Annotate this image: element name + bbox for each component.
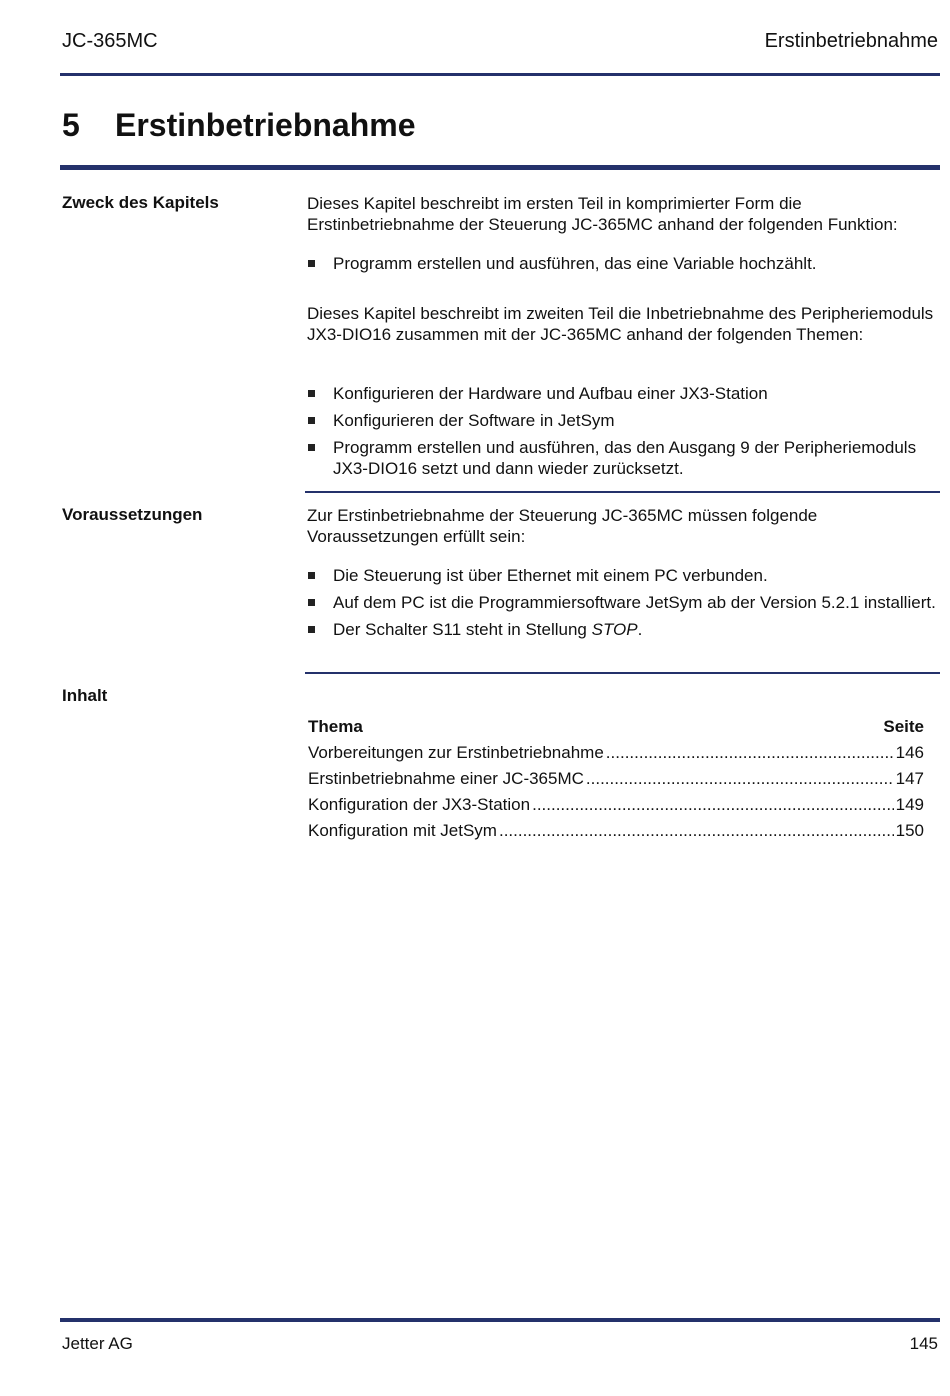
purpose-paragraph-2: Dieses Kapitel beschreibt im zweiten Teil die Inbetriebnahme des Peripheriemoduls JX3-DIO16 zusammen mit der JC-365MC anhand der folgenden Themen: (307, 304, 934, 344)
chapter-rule (60, 165, 940, 170)
bullet-square-icon (308, 572, 315, 579)
section-divider (305, 491, 940, 493)
header-product: JC-365MC (62, 30, 158, 52)
bullet-square-icon (308, 390, 315, 397)
purpose-bullet-list-1 (307, 253, 942, 274)
list-item: Die Steuerung ist über Ethernet mit einem PC verbunden. (307, 565, 942, 586)
toc-row[interactable] (308, 818, 924, 844)
requirements-paragraph: Zur Erstinbetriebnahme der Steuerung JC-365MC müssen folgende Voraussetzungen erfüllt sein: (307, 506, 818, 546)
toc-topic[interactable]: Erstinbetriebnahme einer JC-365MC (308, 769, 584, 788)
bullet-square-icon (308, 626, 315, 633)
list-item: Programm erstellen und ausführen, das den Ausgang 9 der Peripheriemoduls JX3-DIO16 setzt und dann wieder zurücksetzt. (307, 437, 942, 479)
requirements-bullet-list (307, 565, 942, 640)
bullet-square-icon (308, 444, 315, 451)
toc-leader-dots (586, 766, 894, 792)
switch-position-stop: STOP (591, 620, 638, 639)
footer-rule (60, 1318, 940, 1322)
purpose-label: Zweck des Kapitels (62, 193, 219, 212)
header-rule (60, 73, 940, 76)
contents-label: Inhalt (62, 686, 108, 705)
chapter-title-text: Erstinbetriebnahme (115, 107, 416, 143)
toc-topic[interactable]: Konfiguration mit JetSym (308, 821, 497, 840)
list-item: Konfigurieren der Hardware und Aufbau einer JX3-Station (307, 383, 942, 404)
footer-page-number: 145 (909, 1334, 938, 1353)
list-item: Programm erstellen und ausführen, das eine Variable hochzählt. (307, 253, 942, 274)
toc-topic[interactable]: Vorbereitungen zur Erstinbetriebnahme (308, 743, 604, 762)
bullet-square-icon (308, 260, 315, 267)
toc-header-page: Seite (883, 717, 924, 736)
toc-page: 150 (895, 821, 924, 840)
bullet-square-icon (308, 417, 315, 424)
toc-header-topic: Thema (308, 717, 363, 736)
list-item: Auf dem PC ist die Programmiersoftware JetSym ab der Version 5.2.1 installiert. (307, 592, 942, 613)
requirements-label: Voraussetzungen (62, 505, 203, 524)
purpose-paragraph-1: Dieses Kapitel beschreibt im ersten Teil in komprimierter Form die Erstinbetriebnahme der Steuerung JC-365MC anhand der folgenden Funktion: (307, 194, 898, 234)
toc-leader-dots (606, 740, 894, 766)
purpose-bullet-list-2 (307, 383, 942, 479)
header-chapter-name: Erstinbetriebnahme (764, 30, 938, 52)
toc-page: 147 (895, 769, 924, 788)
toc-page: 146 (895, 743, 924, 762)
toc-leader-dots (499, 818, 894, 844)
list-item: Konfigurieren der Software in JetSym (307, 410, 942, 431)
toc-row[interactable] (308, 766, 924, 792)
toc-row[interactable] (308, 740, 924, 766)
toc-row[interactable] (308, 792, 924, 818)
list-item: Der Schalter S11 steht in Stellung STOP. (307, 619, 942, 640)
footer-company: Jetter AG (62, 1334, 133, 1353)
toc-leader-dots (532, 792, 894, 818)
toc-header (308, 714, 924, 740)
bullet-square-icon (308, 599, 315, 606)
toc-topic[interactable]: Konfiguration der JX3-Station (308, 795, 531, 814)
table-of-contents (308, 714, 924, 844)
section-divider (305, 672, 940, 674)
chapter-title (62, 105, 416, 145)
chapter-number: 5 (62, 107, 80, 143)
toc-page: 149 (895, 795, 924, 814)
